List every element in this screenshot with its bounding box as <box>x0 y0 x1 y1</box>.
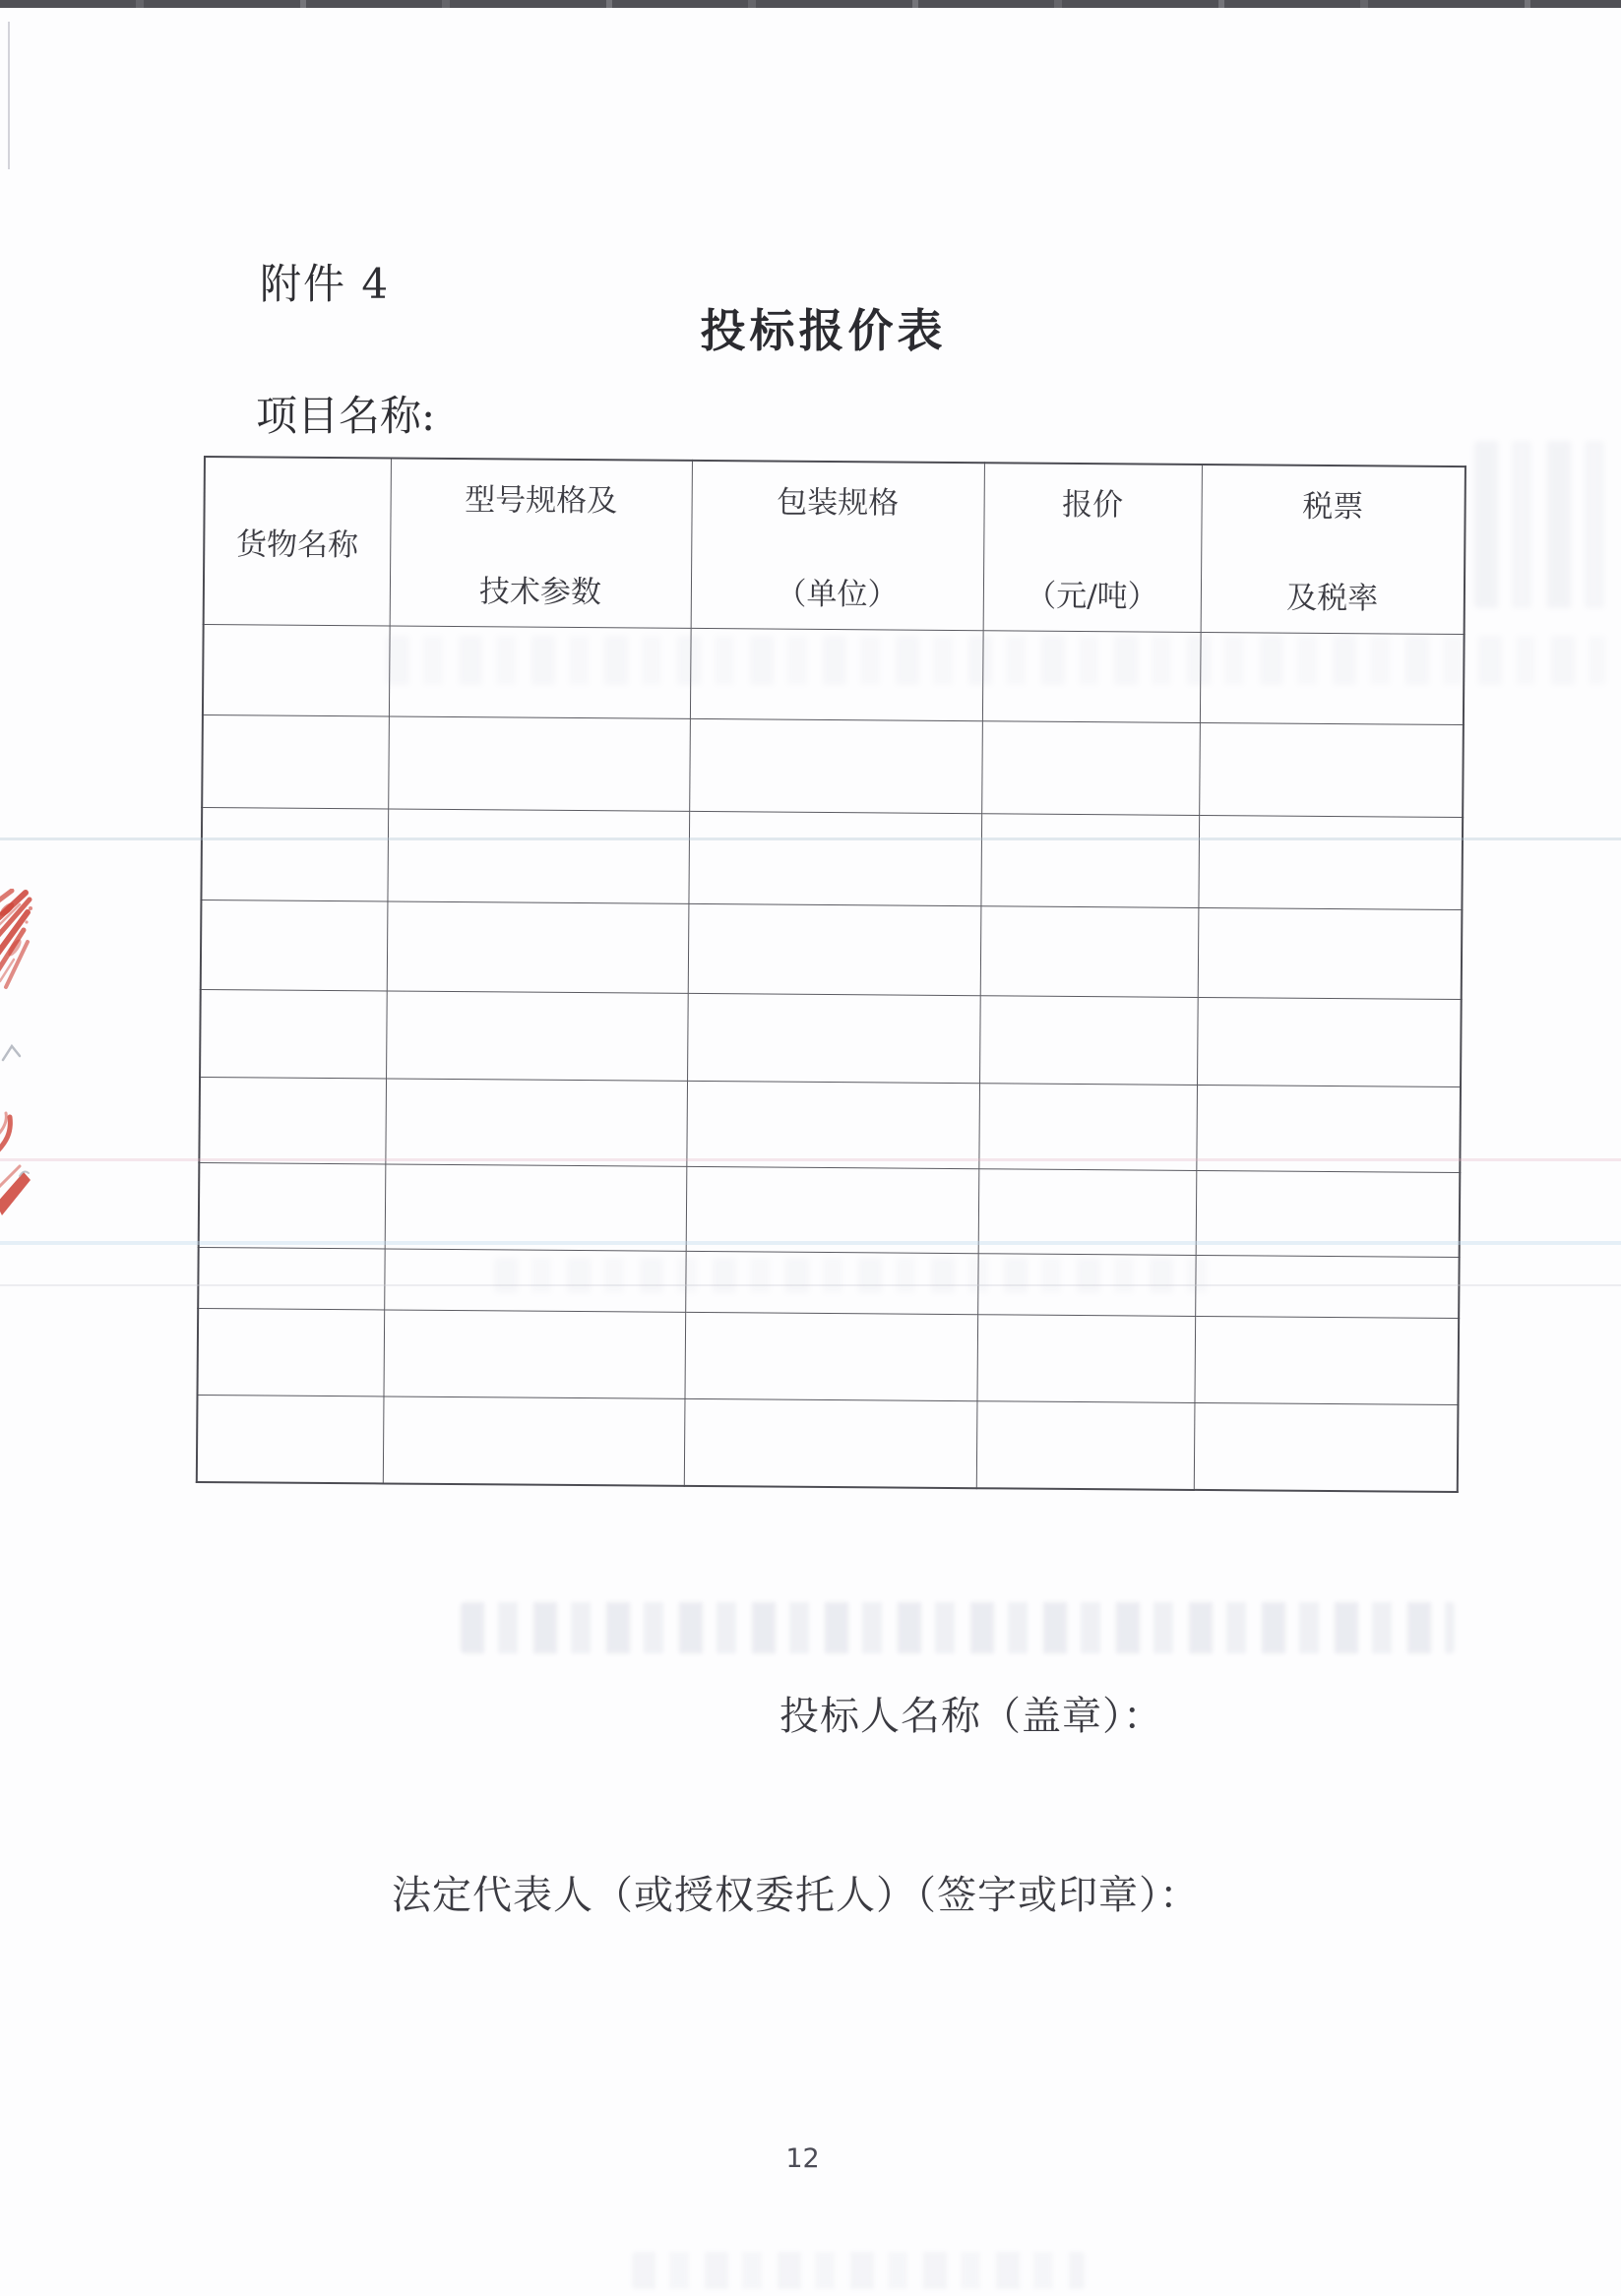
attachment-label: 附件 4 <box>260 260 391 308</box>
bleed-through-artifact <box>632 2252 1085 2289</box>
page-number: 12 <box>785 2143 820 2174</box>
table-cell <box>1194 1316 1459 1404</box>
table-cell <box>198 1247 384 1309</box>
table-cell <box>981 720 1200 815</box>
header-cell-model-spec <box>390 458 692 627</box>
table-cell <box>1198 815 1463 909</box>
table-row <box>198 1308 1460 1404</box>
table-cell <box>688 811 981 905</box>
scan-band-artifact <box>0 838 1621 840</box>
table-cell <box>203 624 390 715</box>
table-cell <box>387 808 689 902</box>
table-row <box>197 1395 1459 1492</box>
table-cell <box>980 905 1199 997</box>
table-cell <box>200 989 387 1078</box>
table-cell <box>201 900 388 990</box>
legal-representative-label: 法定代表人（或授权委托人）（签字或印章）： <box>392 1873 1200 1918</box>
table-cell <box>978 1083 1197 1170</box>
table-cell <box>1199 722 1464 817</box>
header-cell-quote-price <box>983 463 1202 632</box>
header-line: 技术参数 <box>478 574 602 611</box>
table-cell <box>1197 997 1462 1086</box>
scan-band-artifact <box>0 1241 1621 1245</box>
header-cell-packaging <box>691 461 984 630</box>
table-cell <box>197 1395 384 1483</box>
table-header-row <box>204 457 1465 634</box>
table-cell <box>384 1309 686 1397</box>
table-cell <box>198 1308 385 1396</box>
table-cell <box>202 714 389 808</box>
table-cell <box>976 1314 1195 1402</box>
table-cell <box>979 995 1198 1085</box>
project-name-label: 项目名称: <box>256 392 436 440</box>
table-cell <box>1198 907 1463 999</box>
bleed-through-artifact <box>494 1258 1222 1293</box>
table-cell <box>388 715 690 810</box>
table-row <box>201 900 1463 999</box>
header-line: （元/吨） <box>1026 578 1158 615</box>
header-line: （单位） <box>776 576 899 613</box>
table-cell <box>199 1162 386 1248</box>
scan-edge-artifact-left <box>8 22 10 169</box>
bid-price-table <box>196 456 1466 1493</box>
table-cell <box>201 807 388 900</box>
bleed-through-artifact <box>386 636 1606 685</box>
header-cell-tax-rate <box>1201 465 1465 634</box>
table-cell <box>686 1166 979 1253</box>
table-cell <box>980 813 1199 907</box>
scan-band-artifact <box>0 1158 1621 1161</box>
header-line: 税票 <box>1302 489 1364 526</box>
table-cell <box>688 903 981 995</box>
bidder-seal-label: 投标人名称（盖章）： <box>779 1694 1163 1739</box>
table-cell <box>689 718 982 813</box>
table-cell <box>1194 1402 1459 1492</box>
table-cell <box>687 993 980 1083</box>
header-line: 报价 <box>1061 487 1124 524</box>
header-cell-goods-name <box>204 457 391 625</box>
bleed-through-artifact <box>1474 441 1612 608</box>
table-cell <box>976 1400 1195 1490</box>
table-cell <box>387 900 689 992</box>
page-title: 投标报价表 <box>700 304 947 357</box>
table-cell <box>383 1396 685 1485</box>
table-cell <box>684 1398 977 1488</box>
table-row <box>200 989 1462 1086</box>
table-cell <box>386 990 688 1080</box>
table-cell <box>199 1077 386 1163</box>
table-cell <box>385 1078 687 1165</box>
table-cell <box>385 1163 687 1250</box>
bleed-through-artifact <box>461 1602 1455 1653</box>
red-stamp-fragment <box>0 889 39 1223</box>
table-row <box>202 714 1464 817</box>
header-line: 及税率 <box>1286 580 1379 617</box>
header-line: 包装规格 <box>777 484 900 522</box>
header-line: 货物名称 <box>235 527 359 563</box>
table-cell <box>686 1081 979 1168</box>
scan-edge-artifact-top <box>0 0 1621 8</box>
header-line: 型号规格及 <box>465 482 618 520</box>
table-row <box>201 807 1463 909</box>
table-body <box>197 624 1465 1492</box>
table-cell <box>684 1312 977 1400</box>
bid-price-table-grid <box>196 456 1466 1493</box>
